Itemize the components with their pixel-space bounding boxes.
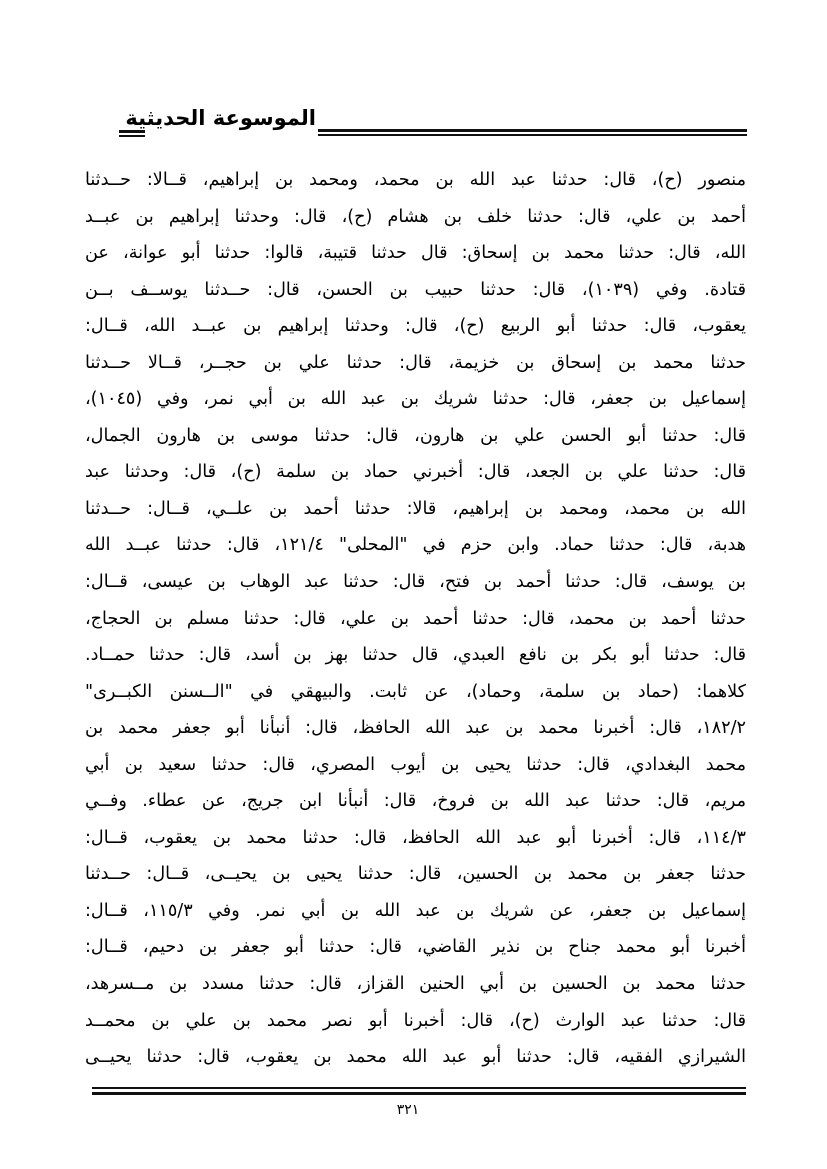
body-line: ١٨٢/٢، قال: أخبرنا محمد بن عبد الله الحافظ، قال: أنبأنا أبو جعفر محمد بن bbox=[85, 718, 746, 739]
body-line: قال: حدثنا أبو بكر بن نافع العبدي، قال حدثنا بهز بن أسد، قال: حدثنا حمــاد. bbox=[85, 645, 746, 666]
footer-rule bbox=[92, 1087, 746, 1095]
body-line: أحمد بن علي، قال: حدثنا خلف بن هشام (ح)، قال: وحدثنا إبراهيم بن عبــد bbox=[85, 206, 746, 227]
header-rule-long bbox=[318, 129, 747, 136]
body-line: بن يوسف، قال: حدثنا أحمد بن فتح، قال: حدثنا عبد الوهاب بن عيسى، قــال: bbox=[85, 572, 746, 593]
body-line: الشيرازي الفقيه، قال: حدثنا أبو عبد الله محمد بن يعقوب، قال: حدثنا يحيــى bbox=[85, 1047, 746, 1068]
body-line: هدبة، قال: حدثنا حماد. وابن حزم في "المحلى" ١٢١/٤، قال: حدثنا عبــد الله bbox=[85, 535, 746, 556]
body-line: مريم، قال: حدثنا عبد الله بن فروخ، قال: أنبأنا ابن جريج، عن عطاء. وفــي bbox=[85, 791, 746, 812]
body-line: إسماعيل بن جعفر، عن شريك بن عبد الله بن أبي نمر. وفي ١١٥/٣، قــال: bbox=[85, 900, 746, 921]
body-line: حدثنا أحمد بن محمد، قال: حدثنا أحمد بن علي، قال: حدثنا مسلم بن الحجاج، bbox=[85, 608, 746, 629]
body-line: الله بن محمد، ومحمد بن إبراهيم، قالا: حدثنا أحمد بن علــي، قــال: حــدثنا bbox=[85, 498, 746, 519]
body-line: قتادة. وفي (١٠٣٩)، قال: حدثنا حبيب بن الحسن، قال: حــدثنا يوســف بــن bbox=[85, 279, 746, 300]
body-line: محمد البغدادي، قال: حدثنا يحيى بن أيوب المصري، قال: حدثنا سعيد بن أبي bbox=[85, 754, 746, 775]
page-number: ٣٢١ bbox=[396, 1102, 420, 1118]
book-title: الموسوعة الحديثية bbox=[125, 106, 316, 130]
body-line: يعقوب، قال: حدثنا أبو الربيع (ح)، قال: وحدثنا إبراهيم بن عبــد الله، قــال: bbox=[85, 316, 746, 337]
body-line: حدثنا محمد بن إسحاق بن خزيمة، قال: حدثنا علي بن حجــر، قــالا حــدثنا bbox=[85, 352, 746, 373]
body-line: كلاهما: (حماد بن سلمة، وحماد)، عن ثابت. والبيهقي في "الــسنن الكبــرى" bbox=[85, 681, 746, 702]
body-line: إسماعيل بن جعفر، قال: حدثنا شريك بن عبد الله بن أبي نمر، وفي (١٠٤٥)، bbox=[85, 389, 746, 410]
body-line: قال: حدثنا أبو الحسن علي بن هارون، قال: حدثنا موسى بن هارون الجمال، bbox=[85, 425, 746, 446]
body-line: أخبرنا أبو محمد جناح بن نذير القاضي، قال: حدثنا أبو جعفر بن دحيم، قــال: bbox=[85, 937, 746, 958]
body-line: حدثنا جعفر بن محمد بن الحسين، قال: حدثنا يحيى بن يحيــى، قــال: حــدثنا bbox=[85, 864, 746, 885]
body-line: قال: حدثنا عبد الوارث (ح)، قال: أخبرنا أبو نصر محمد بن علي بن محمــد bbox=[85, 1010, 746, 1031]
body-line: منصور (ح)، قال: حدثنا عبد الله بن محمد، ومحمد بن إبراهيم، قــالا: حــدثنا bbox=[85, 170, 746, 190]
body-line: الله، قال: حدثنا محمد بن إسحاق: قال حدثنا قتيبة، قالوا: حدثنا أبو عوانة، عن bbox=[85, 243, 746, 264]
body-line: قال: حدثنا علي بن الجعد، قال: أخبرني حماد بن سلمة (ح)، قال: وحدثنا عبد bbox=[85, 462, 746, 483]
hadith-isnad-text bbox=[85, 162, 746, 1076]
body-line: ١١٤/٣، قال: أخبرنا أبو عبد الله الحافظ، قال: حدثنا محمد بن يعقوب، قــال: bbox=[85, 827, 746, 848]
body-line: حدثنا محمد بن الحسين بن أبي الحنين القزاز، قال: حدثنا مسدد بن مــسرهد، bbox=[85, 974, 746, 995]
